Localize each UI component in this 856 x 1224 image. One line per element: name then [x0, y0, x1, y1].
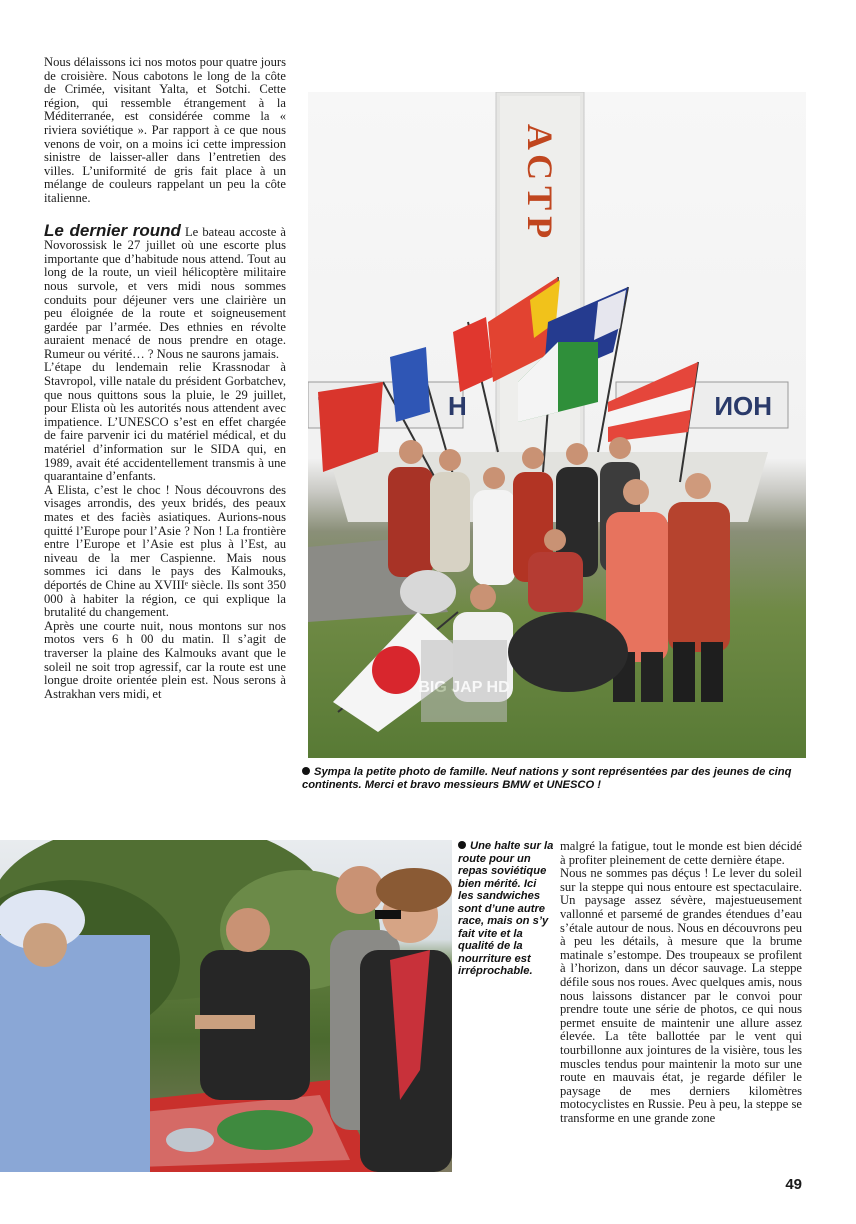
- sign-left-letter-2: Н: [448, 391, 467, 421]
- paragraph: [44, 220, 286, 362]
- paragraph: A Elista, c’est le choc ! Nous découvrons des visages arrondis, des yeux bridés, des peaux mates et des faciès asiatiques. Aurions-nous quitté l’Europe pour l’Asie ? Non ! La frontière entre l’Europe et l’Asie est plus à l’Est, au niveau de la mer Caspienne. Mais nous sommes ici dans le pays des Kalmouks, déportés de Chine au XVIIIᵉ siècle. Ils sont 350 000 à habiter la région, ce qui explique la brutalité du changement.: [44, 482, 286, 620]
- bullet-icon: [458, 841, 466, 849]
- watermark: [418, 640, 509, 722]
- paragraph: Nous ne sommes pas déçus ! Le lever du soleil sur la steppe qui nous entoure est spectaculaire. Un paysage assez sévère, majestueusement vallonné et parsemé de grandes étendues d’eau s’étale autour de nous. Nous en découvrons peu à peu les détails, à mesure que la brume matinale s’estompe. Des troupeaux se profilent à l’horizon, dans un décor sauvage. La steppe défile sous nos roues. Avec quelques amis, nous nous laissons distancer par le convoi pour prendre toute une série de photos, ce qui nous permet ensuite de maintenir une allure assez élevée. La tête ballottée par le vent qui tourbillonne aux jointures de la visière, tous les muscles tendus pour maintenir la moto sur une route en mauvais état, je regarde défiler le paysage de mes derniers kilomètres motocyclistes en Russie. Peu à peu, la steppe se transforme en une grande zone: [560, 866, 802, 1125]
- section-heading: Le dernier round: [44, 220, 181, 240]
- caption-text: Sympa la petite photo de famille. Neuf nations y sont représentées par des jeunes de cinq continents. Merci et bravo messieurs BMW et UNESCO !: [302, 766, 792, 791]
- paragraph: Après une courte nuit, nous montons sur nos motos vers 6 h 00 du matin. Il s’agit de traverser la plaine des Kalmouks avant que le soleil ne soit trop agressif, car la route est une longue droite orientée plein est. Nous serons à Astrakhan vers midi, et: [44, 618, 286, 701]
- page-number: 49: [785, 1176, 802, 1193]
- paragraph-text: Le bateau accoste à Novorossisk le 27 juillet où une escorte plus importante que d’habitude nous attend. Tout au long de la route, un vieil hélicoptère militaire nous survole, et vers midi nous sommes conduits pour déjeuner vers une clairière un peu éloignée de la route et soigneusement gardée par l’armée. Des ethnies en révolte auraient menacé de nous prendre en otage. Rumeur ou vérité… ? Nous ne saurons jamais.: [44, 224, 286, 361]
- paragraph: malgré la fatigue, tout le monde est bien décidé à profiter pleinement de cette dernière étape.: [560, 839, 802, 867]
- group-photo-illustration: [308, 92, 806, 758]
- sign-letters: АСТР: [520, 123, 560, 245]
- photo-caption-2: [458, 840, 554, 978]
- article-column-3: [560, 840, 802, 1125]
- meal-photo: [0, 840, 452, 1172]
- watermark-text: BIG JAP HD: [418, 679, 510, 696]
- bullet-icon: [302, 767, 310, 775]
- article-column-1: [44, 56, 286, 701]
- paragraph: L’étape du lendemain relie Krassnodar à Stavropol, ville natale du président Gorbatchev, que nous quittons sous la pluie, le 29 juillet, pour Elista où les autorités nous attendent avec impatience. L’UNESCO s’est en effet chargée de faire parvenir ici du matériel médical, et du matériel d’information sur le SIDA qui, en 1989, avait été accidentellement transmis à une quarantaine d’enfants.: [44, 360, 286, 484]
- caption-text: Une halte sur la route pour un repas soviétique bien mérité. Ici les sandwiches sont d’une autre race, mais on s’y fait vite et la qualité de la nourriture est irréprochable.: [458, 840, 554, 977]
- paragraph: Nous délaissons ici nos motos pour quatre jours de croisière. Nous cabotons le long de la côte de Crimée, visitant Yalta, et Sotchi. Cette région, qui ressemble étrangement à la Méditerranée, est considérée comme la « riviera soviétique ». Par rapport à ce que nous venons de voir, on a moins ici cette impression sinistre de laisser-aller dans l’entretien des villes. L’uniformité de gris fait place à un mélange de couleurs rappelant un peu la côte italienne.: [44, 55, 286, 205]
- meal-photo-illustration: [0, 840, 452, 1172]
- group-photo: [308, 92, 806, 758]
- photo-caption-1: [302, 766, 807, 791]
- sign-right-letters: ИОН: [714, 391, 772, 421]
